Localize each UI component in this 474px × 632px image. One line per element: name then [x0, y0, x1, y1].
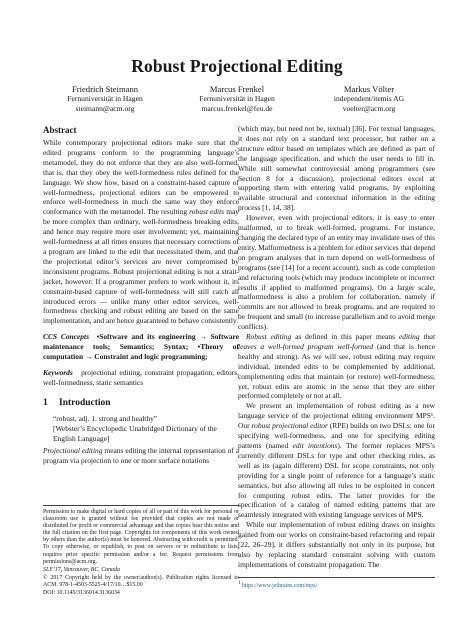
- footnote: [238, 577, 435, 590]
- right-paragraph-5: While our implementation of robust editing draws on insights gained from our works on constraint-based refactoring and repair [22, 26–29], it differs substantially not only in its purpose, but also by replacing standard constraint solving with custom implementations of constraint propagation. The: [238, 520, 435, 569]
- author-email: steimann@acm.org: [75, 103, 135, 113]
- author-name: Friedrich Steimann: [71, 84, 139, 94]
- author-name: Markus Völter: [343, 84, 395, 94]
- right-column: [238, 124, 435, 570]
- author-2: [162, 85, 312, 113]
- right-paragraph-3: Robust editing as defined in this paper means editing that leaves a well-formed program well-formed (and that is hence healthy and strong). As we will see, robust editing may require individual, intended edits to be complemented by additional, complementing edits that maintain (or restore) well-formedness; yet, robust edits are atomic in the sense that they are either performed completely or not at all.: [238, 332, 436, 401]
- paper-title: Robust Projectional Editing: [131, 56, 343, 76]
- author-email: voelter@acm.org: [342, 103, 396, 113]
- intro-title: Introduction: [59, 397, 111, 408]
- intro-paragraph: Projectional editing means editing the internal representation of a program via projection to one or more surface notations: [43, 446, 239, 466]
- ccs-label: CCS Concepts: [43, 332, 89, 342]
- author-3: [294, 85, 444, 113]
- footnote-number: 1: [238, 581, 241, 586]
- keywords-text: projectional editing, constraint propagation, editors, well-formedness, static semantics: [43, 367, 239, 387]
- abstract-text: While contemporary projectional editors make sure that the edited programs conform to the programming language’s metamodel, they do not enforce that they are also well-formed, that is, that they obey the well-formedness rules defined for the language. We show how, based on a constraint-based capture of well-formedness, projectional editors can be empowered to enforce well-formedness in much the same way they enforce conformance with the metamodel. The resulting robust edits may be more complex than ordinary, well-formedness breaking edits, and hence may require more user involvement; yet, maintaining well-formedness at all times ensures that necessary corrections of a program are linked to the edit that necessitated them, and that the projectional editor’s services are never compromised by inconsistent programs. Robust projectional editing is not a strait-jacket, however: If a programmer prefers to work without it, its constraint-based capture of well-formedness will still catch all introduced errors — unlike many other editor services, well-formedness checking and robust editing are based on the same implementation, and are hence guaranteed to behave consistently.: [43, 138, 240, 326]
- footnote-link[interactable]: https://www.jetbrains.com/mps/: [241, 582, 318, 589]
- ccs-concepts: [43, 332, 239, 362]
- keywords-label: Keywords: [43, 367, 73, 377]
- right-paragraph-2: However, even with projectional editors, it is easy to enter malformed, or to break well-formed, programs. For instance, changing the declared type of an entity may invalidate uses of this entity. Malformedness is a problem for editor services that depend on program analyses that in turn depend on well-formedness of programs (see [14] for a recent account), such as code completion and refactoring tools (which may produce incomplete or incorrect results if applied to malformed programs). On a larger scale, malformedness is also a problem for collaboration, namely if commits are not allowed to break programs, and are required to be frequent and small (to increase parallelism and to avoid merge conflicts).: [238, 213, 435, 332]
- abstract-emphasis: robust edits: [189, 207, 225, 217]
- right-paragraph-1: (which may, but need not be, textual) [36]. For textual languages, it does not rely on a standard text processor, but rather on a structure editor based on templates which are defined as part of the language specification, and which the user needs to fill in. While still somewhat controversial among programmers (see Section 8 for a discussion), projectional editors excel at supporting them with entering valid programs, by exploiting available structural and contextual information in the editing process [1, 14, 38].: [238, 124, 435, 213]
- epigraph: [53, 414, 239, 444]
- doi-line: DOI: 10.1145/3136014.3136034: [43, 590, 120, 597]
- author-affiliation: Fernuniversität in Hagen: [67, 94, 143, 104]
- author-block: [30, 85, 444, 121]
- epigraph-line-2: [Webster’s Encyclopedic Unabridged Dictionary of the English Language]: [53, 423, 217, 443]
- left-column: [43, 125, 239, 466]
- intro-number: 1: [43, 397, 48, 408]
- copyright-line: © 2017 Copyright held by the owner/author(s). Publication rights licensed to ACM. 978-1-4503-5525-4/17/10…$15.00: [43, 574, 239, 588]
- permission-text: Permission to make digital or hard copies of all or part of this work for personal or classroom use is granted without fee provided that copies are not made or distributed for profit or commercial advantage and that copies bear this notice and the full citation on the first page. Copyrights for components of this work owned by others than the author(s) must be honored. Abstracting with credit is permitted. To copy otherwise, or republish, to post on servers or to redistribute to lists, requires prior specific permission and/or a fee. Request permissions from permissions@acm.org.: [43, 509, 239, 565]
- ccs-text: •Software and its engineering → Software maintenance tools; Semantics; Syntax; •Theory of computation → Constraint and logic programming;: [43, 332, 240, 362]
- intro-heading: [43, 398, 239, 408]
- author-affiliation: independent/itemis AG: [333, 94, 405, 104]
- author-1: [30, 85, 180, 113]
- author-name: Marcus Frenkel: [209, 84, 265, 94]
- right-paragraph-4: We present an implementation of robust editing as a new language service of the projectional editing environment MPS¹. Our robust projectional editor (RPE) builds on two DSLs: one for specifying well-formedness, and one for specifying editing patterns (named edit intentions). The former replaces MPS’s currently different DSLs for type and other checking rules, as well as its (again different) DSL for scope constraints, not only providing for a single point of reference for a language’s static semantics, but also allowing all rules to be exploited in concert for computing robust edits. The latter provides for the specification of a catalog of named editing patterns that are seamlessly integrated with existing language services of MPS.: [238, 401, 435, 520]
- keywords: [43, 368, 239, 388]
- permission-block: [43, 505, 239, 598]
- epigraph-line-1: “robust, adj. 1. strong and healthy”: [53, 413, 158, 423]
- abstract-heading: Abstract: [43, 125, 77, 135]
- conference-info: SLE’17, Vancouver, BC, Canada: [43, 566, 120, 573]
- author-email: marcus.frenkel@feu.de: [201, 103, 273, 113]
- author-affiliation: Fernuniversität in Hagen: [199, 94, 275, 104]
